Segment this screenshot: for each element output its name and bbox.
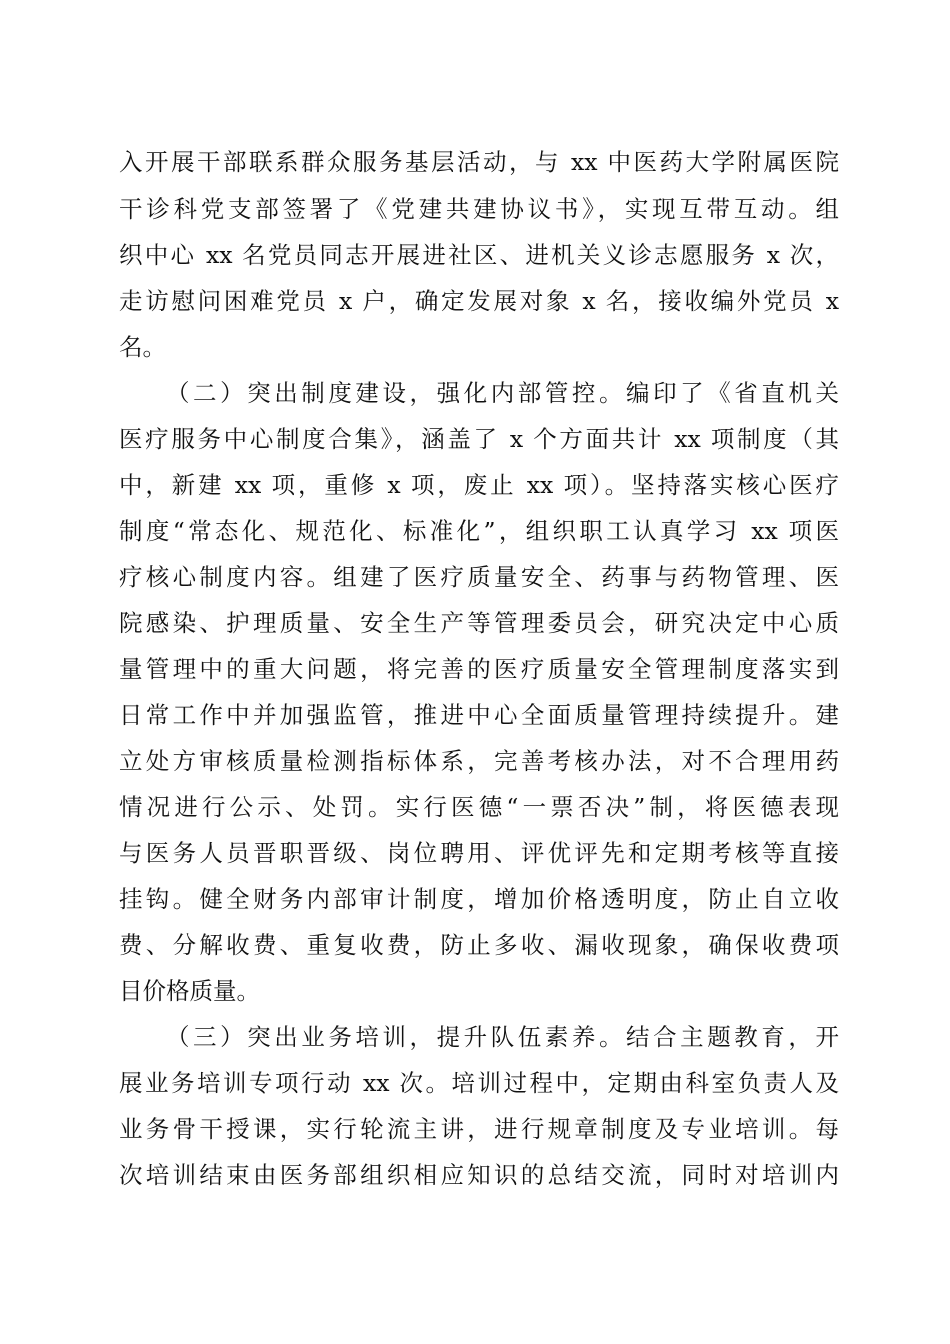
paragraph-line: 疗核心制度内容。组建了医疗质量安全、药事与药物管理、医 [119, 563, 839, 591]
paragraph-line: 医疗服务中心制度合集》，涵盖了 x 个方面共计 xx 项制度（其 [119, 425, 839, 453]
paragraph-line: 院感染、护理质量、安全生产等管理委员会，研究决定中心质 [119, 609, 839, 637]
paragraph-line: 挂钩。健全财务内部审计制度，增加价格透明度，防止自立收 [119, 885, 839, 913]
paragraph-line: 名。 [119, 333, 166, 361]
paragraph-line: 走访慰问困难党员 x 户，确定发展对象 x 名，接收编外党员 x [119, 287, 839, 315]
paragraph-line: 费、分解收费、重复收费，防止多收、漏收现象，确保收费项 [119, 931, 839, 959]
paragraph-line: 立处方审核质量检测指标体系，完善考核办法，对不合理用药 [119, 747, 839, 775]
paragraph-line: 干诊科党支部签署了《党建共建协议书》，实现互带互动。组 [119, 195, 839, 223]
paragraph-line: 制度“常态化、规范化、标准化”，组织职工认真学习 xx 项医 [119, 517, 839, 545]
paragraph-line: 情况进行公示、处罚。实行医德“一票否决”制，将医德表现 [119, 793, 839, 821]
paragraph-line: 与医务人员晋职晋级、岗位聘用、评优评先和定期考核等直接 [119, 839, 839, 867]
section-heading-line: （三）突出业务培训，提升队伍素养。结合主题教育，开 [166, 1023, 839, 1051]
paragraph-line: 日常工作中并加强监管，推进中心全面质量管理持续提升。建 [119, 701, 839, 729]
paragraph-line: 量管理中的重大问题，将完善的医疗质量安全管理制度落实到 [119, 655, 839, 683]
paragraph-line: 中，新建 xx 项，重修 x 项，废止 xx 项）。坚持落实核心医疗 [119, 471, 839, 499]
paragraph-line: 入开展干部联系群众服务基层活动，与 xx 中医药大学附属医院 [119, 148, 839, 176]
paragraph-line: 业务骨干授课，实行轮流主讲，进行规章制度及专业培训。每 [119, 1115, 839, 1143]
paragraph-line: 次培训结束由医务部组织相应知识的总结交流，同时对培训内 [119, 1161, 839, 1189]
section-heading-line: （二）突出制度建设，强化内部管控。编印了《省直机关 [166, 379, 839, 407]
paragraph-line: 织中心 xx 名党员同志开展进社区、进机关义诊志愿服务 x 次， [119, 241, 839, 269]
paragraph-line: 目价格质量。 [119, 977, 260, 1005]
paragraph-line: 展业务培训专项行动 xx 次。培训过程中，定期由科室负责人及 [119, 1069, 839, 1097]
